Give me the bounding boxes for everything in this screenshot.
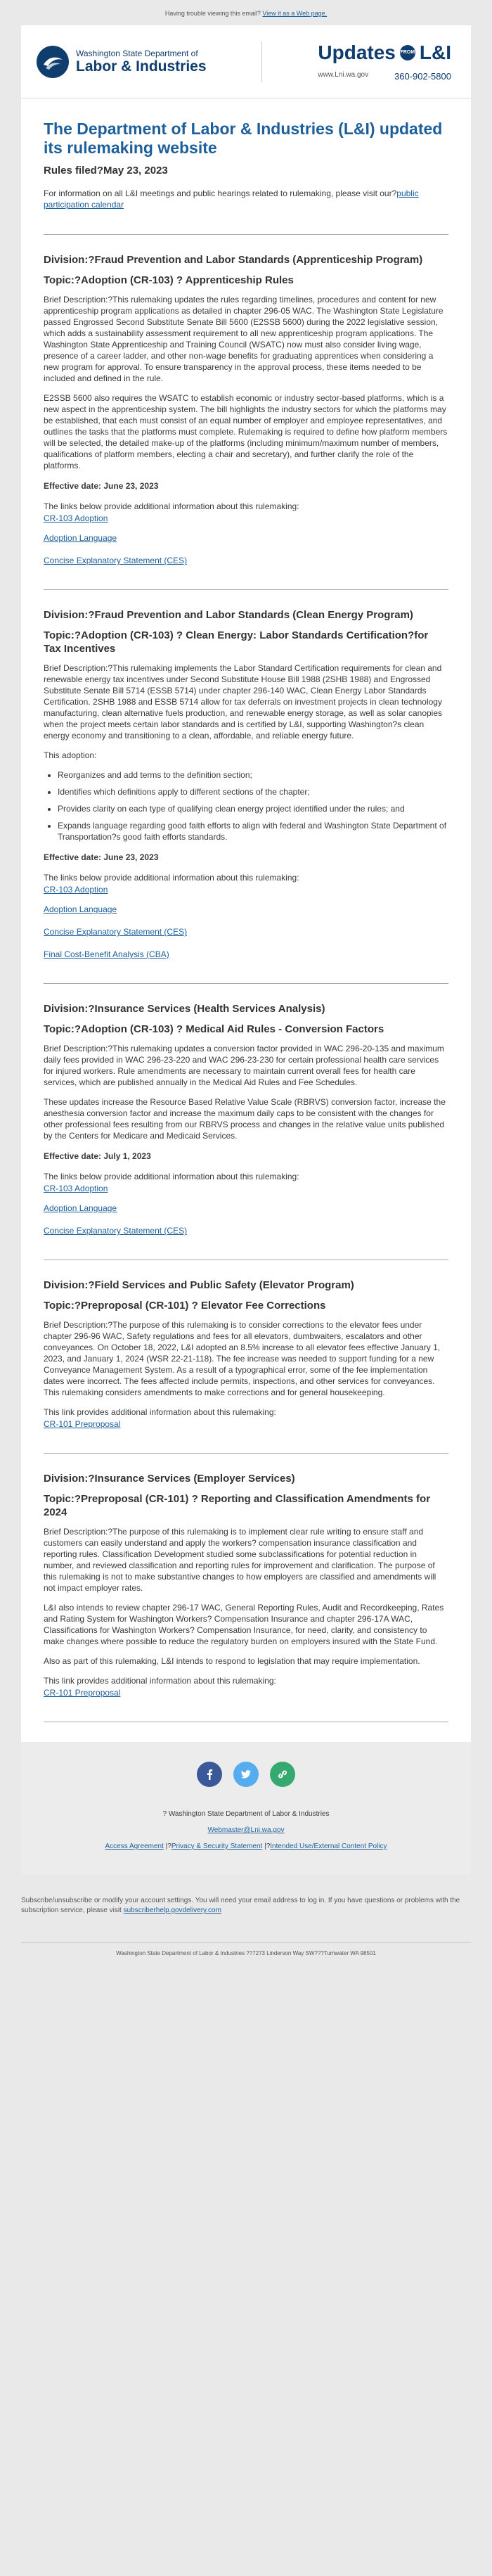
links-intro: The links below provide additional information about this rulemaking: — [44, 873, 299, 883]
description-paragraph: Brief Description:?The purpose of this rulemaking is to consider corrections to the elevator fees under chapter 296-96 WAC, Safety regulations and fees for all elevators, dumbwaiters, escalators and other conveyances. On October 18, 2022, L&I adopted an 8.5% increase to all elevator fees effective January 1, 2023, and January 1, 2024 (WSR 22-21-118). The fee increase was needed to support funding for a new Conveyance Management System. As a result of a typographical error, some of the fee implementation dates were incorrect. The fees affected include permits, inspections, and other services for conveyances. This rulemaking considers amendments to make corrections and for general housekeeping. — [44, 1320, 441, 1397]
intended-use-link[interactable]: Intended Use/External Content Policy — [270, 1843, 387, 1850]
topic-heading: Topic:?Preproposal (CR-101) ? Elevator Fee Corrections — [44, 1300, 326, 1312]
links-intro: The links below provide additional information about this rulemaking: — [44, 501, 299, 511]
section-divider — [44, 1453, 448, 1454]
list-item: • Provides clarity on each type of qualifying clean energy project identified under the rules; and — [58, 803, 448, 814]
twitter-icon[interactable] — [233, 1762, 259, 1787]
subscriber-help-link[interactable]: subscriberhelp.govdelivery.com — [123, 1907, 221, 1914]
social-links — [35, 1762, 457, 1787]
from-badge: FROM — [400, 45, 415, 60]
rulemaking-document-link[interactable]: CR-101 Preproposal — [44, 1419, 121, 1429]
description-paragraph: E2SSB 5600 also requires the WSATC to establish economic or industry sector-based platforms, which is a new aspect in the apprenticeship system. The bill highlights the industry sectors for which the platforms may be established, that each must consist of an equal number of employer and employee representatives, and outlines the tasks that the platforms must complete. Rulemaking is required to define how platform members will be selected, the detailed make-up of the platforms (including minimum/maximum number of members, qualifications of platform members, electing a chair and secretary), and further clarify the role of the platforms. — [44, 393, 448, 470]
rulemaking-document-link[interactable]: Concise Explanatory Statement (CES) — [44, 927, 188, 937]
footer-policy-links — [35, 1840, 457, 1852]
links-intro: This link provides additional information about this rulemaking: — [44, 1676, 276, 1686]
lni-logo[interactable] — [37, 46, 207, 78]
email-footer — [21, 1742, 471, 1875]
description-paragraph: Also as part of this rulemaking, L&I intends to respond to legislation that may require implementation. — [44, 1656, 420, 1666]
list-item: • Expands language regarding good faith efforts to align with federal and Washington State Department of Transportation?s good faith efforts standards. — [58, 820, 448, 842]
description-paragraph: Brief Description:?This rulemaking implements the Labor Standard Certification requirements for clean and renewable energy tax incentives under Second Substitute House Bill 1988 (2SHB 1988) and Engrossed Substitute Senate Bill 5714 (ESSB 5714) under chapter 296-140 WAC, Clean Energy Labor Standards Certification. 2SHB 1988 and ESSB 5714 allow for tax deferrals on investment projects in clean technology manufacturing, clean alternative fuels production, and renewable energy storage, as well as solar canopies when the project meets certain labor standards and is certified by L&I, supporting Washington?s clean energy economy and transitioning to a clean, affordable, and reliable energy future. — [44, 663, 442, 741]
division-heading: Division:?Field Services and Public Safety (Elevator Program) — [44, 1279, 354, 1291]
email-content — [21, 98, 471, 1742]
topic-heading: Topic:?Preproposal (CR-101) ? Reporting and Classification Amendments for 2024 — [44, 1493, 431, 1518]
preheader — [0, 0, 492, 25]
rulemaking-document-link[interactable]: Concise Explanatory Statement (CES) — [44, 1226, 188, 1236]
description-paragraph: These updates increase the Resource Based Relative Value Scale (RBRVS) conversion factor, increase the anesthesia conversion factor and increase the maximum daily caps to be consistent with the changes for other professional fees resulting from our RBRVS process and changes in the relative value units published by the Centers for Medicare and Medicaid Services. — [44, 1097, 446, 1141]
division-heading: Division:?Fraud Prevention and Labor Standards (Apprenticeship Program) — [44, 254, 423, 266]
website-text: www.Lni.wa.gov — [318, 71, 369, 79]
links-intro: The links below provide additional information about this rulemaking: — [44, 1172, 299, 1181]
org-line-2: Labor & Industries — [76, 58, 207, 75]
section-divider — [44, 983, 448, 984]
effective-date: Effective date: July 1, 2023 — [44, 1151, 151, 1161]
description-paragraph: Brief Description:?This rulemaking updates a conversion factor provided in WAC 296-20-135 and maximum daily fees provided in WAC 296-23-220 and WAC 296-23-230 for certain professional health care services for injured workers. Rule amendments are necessary to maintain current overall fees for health care services, which are published annually in the Medical Aid Rules and Fee Schedules. — [44, 1044, 444, 1087]
subscription-management — [21, 1889, 471, 1924]
topic-heading: Topic:?Adoption (CR-103) ? Clean Energy: Labor Standards Certification?for Tax Incentives — [44, 629, 429, 655]
section-divider — [44, 234, 448, 235]
division-heading: Division:?Insurance Services (Health Services Analysis) — [44, 1003, 325, 1015]
rulemaking-document-link[interactable]: Adoption Language — [44, 904, 117, 914]
topic-heading: Topic:?Adoption (CR-103) ? Apprenticeship Rules — [44, 274, 294, 286]
phone-text: 360-902-5800 — [394, 71, 451, 82]
rule-section — [44, 234, 448, 565]
washington-seal-icon — [37, 46, 69, 78]
list-item: • Reorganizes and add terms to the definition section; — [58, 769, 448, 781]
division-heading: Division:?Fraud Prevention and Labor Standards (Clean Energy Program) — [44, 609, 413, 621]
rule-section — [44, 983, 448, 1236]
brand-header — [21, 25, 471, 98]
privacy-security-link[interactable]: Privacy & Security Statement — [171, 1843, 263, 1850]
footer-separator: |? — [165, 1843, 171, 1850]
links-intro: This link provides additional information about this rulemaking: — [44, 1407, 276, 1417]
header-divider — [261, 41, 262, 82]
list-item: • Identifies which definitions apply to different sections of the chapter; — [58, 786, 448, 797]
rulemaking-document-link[interactable]: CR-101 Preproposal — [44, 1688, 121, 1698]
rulemaking-document-link[interactable]: CR-103 Adoption — [44, 885, 108, 895]
access-agreement-link[interactable]: Access Agreement — [105, 1843, 164, 1850]
section-divider — [44, 589, 448, 590]
rulemaking-document-link[interactable]: Adoption Language — [44, 1203, 117, 1213]
rule-section — [44, 1260, 448, 1429]
public-participation-calendar-link[interactable]: public participation calendar — [44, 188, 419, 210]
webmaster-email-link[interactable]: Webmaster@Lni.wa.gov — [207, 1826, 285, 1834]
rulemaking-document-link[interactable]: CR-103 Adoption — [44, 513, 108, 523]
mailing-address: Washington State Department of Labor & Industries ??7273 Linderson Way SW???Tumwater WA 98501 — [21, 1942, 471, 1966]
effective-date: Effective date: June 23, 2023 — [44, 852, 159, 862]
share-link-icon[interactable] — [270, 1762, 295, 1787]
updates-word: Updates — [318, 41, 396, 63]
rule-section — [44, 589, 448, 959]
description-paragraph: Brief Description:?This rulemaking updates the rules regarding timelines, procedures and content for new apprenticeship program applications as detailed in chapter 296-05 WAC. The Washington State Legislature passed Engrossed Second Substitute Senate Bill 5600 (E2SSB 5600) during the 2022 legislative session, which adds a sustainability assessment requirement to all new apprenticeship program applications. The Washington State Apprenticeship and Training Council (WSATC) now must also consider living wage, presence of a career ladder, and other non-wage benefits for graduating apprentices when considering a new program for approval. To ensure transparency in the approval process, these items needed to be included and defined in the rule. — [44, 295, 444, 383]
rulemaking-document-link[interactable]: CR-103 Adoption — [44, 1184, 108, 1193]
updates-banner — [318, 41, 451, 82]
adoption-list — [44, 769, 448, 842]
intro-text: For information on all L&I meetings and public hearings related to rulemaking, please visit our? — [44, 188, 397, 198]
page-title: The Department of Labor & Industries (L&I) updated its rulemaking website — [44, 120, 443, 157]
preheader-text: Having trouble viewing this email? — [164, 10, 261, 17]
list-intro: This adoption: — [44, 750, 97, 760]
facebook-icon[interactable] — [197, 1762, 222, 1787]
footer-separator: |? — [264, 1843, 271, 1850]
effective-date: Effective date: June 23, 2023 — [44, 481, 159, 491]
description-paragraph: L&I also intends to review chapter 296-17 WAC, General Reporting Rules, Audit and Recordkeeping, Rates and Rating System for Washington Workers? Compensation Insurance and chapter 296-17A WAC, Classifications for Washington Workers? Compensation Insurance, for need, clarity, and consistency to make changes where possible to reduce the regulatory burden on employers insured with the State Fund. — [44, 1603, 444, 1646]
subscription-text: Subscribe/unsubscribe or modify your account settings. You will need your email address to log in. If you have questions or problems with the subscription service, please visit — [21, 1897, 460, 1914]
rulemaking-document-link[interactable]: Final Cost-Benefit Analysis (CBA) — [44, 949, 169, 959]
rule-section — [44, 1453, 448, 1698]
description-paragraph: Brief Description:?The purpose of this rulemaking is to implement clear rule writing to ensure staff and customers can easily understand and apply the workers? compensation insurance classification and reporting rules. Classification Development studied some subclassifications for potential reduction in number, and reviewed classification and reporting rules for improvement and clarification. The purpose of this rulemaking is not to make substantive changes to how employers are classified and amendments will not impact employer rates. — [44, 1527, 436, 1593]
org-line-1: Washington State Department of — [76, 48, 198, 58]
rulemaking-document-link[interactable]: Adoption Language — [44, 533, 117, 543]
rules-filed-date: Rules filed?May 23, 2023 — [44, 165, 168, 177]
copyright-text: ? Washington State Department of Labor & Industries — [162, 1810, 330, 1818]
intro-paragraph — [44, 188, 448, 210]
updates-org: L&I — [419, 41, 451, 63]
rulemaking-document-link[interactable]: Concise Explanatory Statement (CES) — [44, 556, 188, 565]
view-web-page-link[interactable]: View it as a Web page. — [262, 10, 328, 17]
email-body — [21, 25, 471, 1875]
rulemaking-sections — [44, 234, 448, 1722]
division-heading: Division:?Insurance Services (Employer Services) — [44, 1473, 295, 1485]
topic-heading: Topic:?Adoption (CR-103) ? Medical Aid Rules - Conversion Factors — [44, 1023, 384, 1035]
